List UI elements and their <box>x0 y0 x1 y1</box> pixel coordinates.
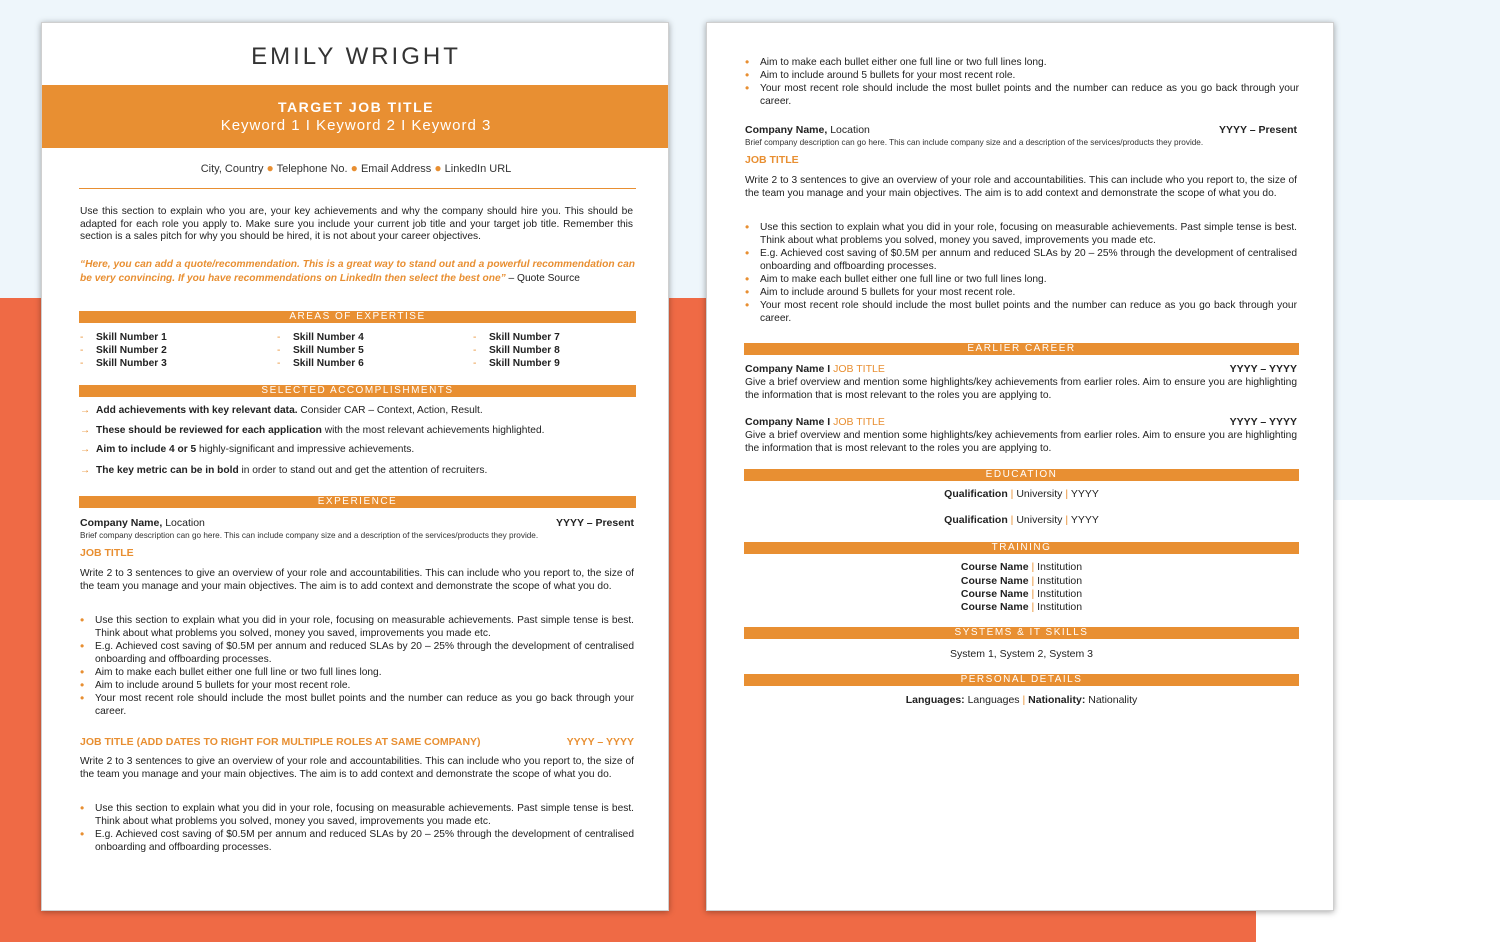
contact-city: City, Country <box>200 163 264 175</box>
skill-item: - Skill Number 8 <box>473 345 560 356</box>
company-location: Location <box>162 517 205 529</box>
achievement-list <box>80 802 634 854</box>
list-item: • Your most recent role should include the most bullet points and the number can reduce as you go back through your career. <box>745 82 1299 108</box>
section-header-systems: SYSTEMS & IT SKILLS <box>744 627 1299 639</box>
accomplishment-item: → Aim to include 4 or 5 highly-significant and impressive achievements. <box>80 444 415 455</box>
earlier-dates: YYYY – YYYY <box>1229 416 1297 428</box>
skills-column-3 <box>473 331 633 370</box>
list-item: • Use this section to explain what you did in your role, focusing on measurable achievements. Past simple tense is best. Think about what problems you solved, money you saved, improvements you made etc. <box>80 802 634 828</box>
company-name: Company Name, <box>80 517 163 529</box>
company-name: Company Name, <box>745 124 828 136</box>
section-header-education: EDUCATION <box>744 469 1299 481</box>
list-item: • Aim to make each bullet either one full line or two full lines long. <box>745 56 1299 69</box>
company-location: Location <box>827 124 870 136</box>
contact-line <box>42 161 669 175</box>
section-header-experience: EXPERIENCE <box>79 496 636 508</box>
section-header-training: TRAINING <box>744 542 1299 554</box>
resume-page-2 <box>706 22 1334 911</box>
training-row: Course Name | Institution <box>960 575 1083 587</box>
education-row: Qualification | University | YYYY <box>944 514 1099 526</box>
dash-icon: - <box>80 345 84 356</box>
list-item: • Aim to include around 5 bullets for your most recent role. <box>745 69 1299 82</box>
list-item: • Aim to make each bullet either one full line or two full lines long. <box>745 273 1297 286</box>
list-item: • E.g. Achieved cost saving of $0.5M per annum and reduced SLAs by 20 – 25% through the development of centralised onboarding and offboarding processes. <box>745 247 1297 273</box>
accomplishment-item: → These should be reviewed for each application with the most relevant achievements highlighted. <box>80 425 545 436</box>
skills-column-2 <box>277 331 467 370</box>
dash-icon: - <box>277 358 281 369</box>
list-item: • Use this section to explain what you did in your role, focusing on measurable achievements. Past simple tense is best. Think about what problems you solved, money you saved, improvements you made etc. <box>745 221 1297 247</box>
contact-linkedin: LinkedIn URL <box>444 163 512 175</box>
dash-icon: - <box>473 358 477 369</box>
company-row <box>745 124 1297 136</box>
quote-text: “Here, you can add a quote/recommendation. This is a great way to stand out and a powerful recommendation can be very convincing. If you have recommendations on LinkedIn then select the best one” <box>80 259 635 284</box>
section-header-expertise: AREAS OF EXPERTISE <box>79 311 636 323</box>
accomplishment-item: → The key metric can be in bold in order to stand out and get the attention of recruiters. <box>80 465 488 476</box>
list-item: • Your most recent role should include the most bullet points and the number can reduce as you go back through your career. <box>80 692 634 718</box>
skill-item: - Skill Number 5 <box>277 345 364 356</box>
earlier-role-description: Give a brief overview and mention some highlights/key achievements from earlier roles. Aim to ensure you are highlighting the information that is most relevant to the roles you are applying to. <box>745 377 1297 401</box>
keywords: Keyword 1 I Keyword 2 I Keyword 3 <box>220 117 492 134</box>
employment-dates: YYYY – Present <box>1218 124 1297 136</box>
list-item: • Use this section to explain what you did in your role, focusing on measurable achievements. Past simple tense is best. Think about what problems you solved, money you saved, improvements you made etc. <box>80 614 634 640</box>
section-header-personal: PERSONAL DETAILS <box>744 674 1299 686</box>
list-item: • Your most recent role should include the most bullet points and the number can reduce as you go back through your career. <box>745 299 1297 325</box>
training-row: Course Name | Institution <box>960 601 1083 613</box>
achievement-list <box>745 221 1297 325</box>
achievement-list <box>745 56 1299 108</box>
quote-source: – Quote Source <box>505 272 580 284</box>
contact-phone: Telephone No. <box>276 163 348 175</box>
role-overview: Write 2 to 3 sentences to give an overview of your role and accountabilities. This can include who you report to, the size of the team you manage and your main objectives. The aim is to add context and demonstrate the scope of what you do. <box>80 756 634 780</box>
skills-column-1 <box>80 331 270 370</box>
dash-icon: - <box>80 332 84 343</box>
earlier-job-title: JOB TITLE <box>833 363 885 375</box>
earlier-role-description: Give a brief overview and mention some highlights/key achievements from earlier roles. Aim to ensure you are highlighting the information that is most relevant to the roles you are applying to. <box>745 430 1297 454</box>
arrow-right-icon: → <box>80 425 91 436</box>
contact-email: Email Address <box>360 163 432 175</box>
section-header-accomplishments: SELECTED ACCOMPLISHMENTS <box>79 385 636 397</box>
role-overview: Write 2 to 3 sentences to give an overview of your role and accountabilities. This can include who you report to, the size of the team you manage and your main objectives. The aim is to add context and demonstrate the scope of what you do. <box>745 175 1297 199</box>
earlier-dates: YYYY – YYYY <box>1229 363 1297 375</box>
dash-icon: - <box>277 332 281 343</box>
bullet-dot-icon: ● <box>266 161 274 175</box>
resume-page-1 <box>41 22 669 911</box>
bullet-dot-icon: ● <box>350 161 358 175</box>
divider <box>79 188 636 189</box>
list-item: • Aim to make each bullet either one full line or two full lines long. <box>80 666 634 679</box>
skill-item: - Skill Number 4 <box>277 332 364 343</box>
arrow-right-icon: → <box>80 405 91 416</box>
dash-icon: - <box>277 345 281 356</box>
training-row: Course Name | Institution <box>960 561 1083 573</box>
skill-item: - Skill Number 6 <box>277 358 364 369</box>
dash-icon: - <box>473 332 477 343</box>
job-title: JOB TITLE <box>80 547 134 559</box>
earlier-job-title: JOB TITLE <box>833 416 885 428</box>
earlier-company-name: Company Name I <box>745 363 834 375</box>
personal-details-row: Languages: Languages | Nationality: Nationality <box>905 694 1138 706</box>
company-description: Brief company description can go here. This can include company size and a description of the services/products they provide. <box>80 531 539 540</box>
earlier-role-row <box>745 363 1297 375</box>
accomplishment-item: → Add achievements with key relevant data. Consider CAR – Context, Action, Result. <box>80 405 483 416</box>
dash-icon: - <box>473 345 477 356</box>
list-item: • E.g. Achieved cost saving of $0.5M per annum and reduced SLAs by 20 – 25% through the development of centralised onboarding and offboarding processes. <box>80 828 634 854</box>
role-overview: Write 2 to 3 sentences to give an overview of your role and accountabilities. This can include who you report to, the size of the team you manage and your main objectives. The aim is to add context and demonstrate the scope of what you do. <box>80 568 634 592</box>
target-job-title: TARGET JOB TITLE <box>278 99 434 115</box>
skill-item: - Skill Number 9 <box>473 358 560 369</box>
earlier-company-name: Company Name I <box>745 416 834 428</box>
job-title-multi-row <box>80 736 634 748</box>
resume-name: EMILY WRIGHT <box>251 43 461 70</box>
role-dates: YYYY – YYYY <box>566 736 634 748</box>
training-row: Course Name | Institution <box>960 588 1083 600</box>
arrow-right-icon: → <box>80 465 91 476</box>
skill-item: - Skill Number 2 <box>80 345 167 356</box>
job-title-multi: JOB TITLE (ADD DATES TO RIGHT FOR MULTIPLE ROLES AT SAME COMPANY) <box>80 736 481 748</box>
summary-text: Use this section to explain who you are, your key achievements and why the company should hire you. This should be adapted for each role you apply to. Make sure you include your current job title and your target job title. Remember this section is a sales pitch for why you should be hired, it is not about your career objectives. <box>80 206 633 243</box>
systems-list: System 1, System 2, System 3 <box>950 648 1093 660</box>
recommendation-quote <box>80 258 635 285</box>
skill-item: - Skill Number 3 <box>80 358 167 369</box>
section-header-earlier-career: EARLIER CAREER <box>744 343 1299 355</box>
company-row <box>80 517 634 529</box>
education-row: Qualification | University | YYYY <box>944 488 1099 500</box>
achievement-list <box>80 614 634 718</box>
employment-dates: YYYY – Present <box>555 517 634 529</box>
arrow-right-icon: → <box>80 444 91 455</box>
earlier-role-row <box>745 416 1297 428</box>
list-item: • Aim to include around 5 bullets for your most recent role. <box>745 286 1297 299</box>
dash-icon: - <box>80 358 84 369</box>
list-item: • E.g. Achieved cost saving of $0.5M per annum and reduced SLAs by 20 – 25% through the development of centralised onboarding and offboarding processes. <box>80 640 634 666</box>
bullet-dot-icon: ● <box>434 161 442 175</box>
title-band <box>42 85 669 148</box>
company-description: Brief company description can go here. This can include company size and a description of the services/products they provide. <box>745 138 1204 147</box>
skill-item: - Skill Number 1 <box>80 332 167 343</box>
job-title: JOB TITLE <box>745 154 799 166</box>
skill-item: - Skill Number 7 <box>473 332 560 343</box>
list-item: • Aim to include around 5 bullets for your most recent role. <box>80 679 634 692</box>
